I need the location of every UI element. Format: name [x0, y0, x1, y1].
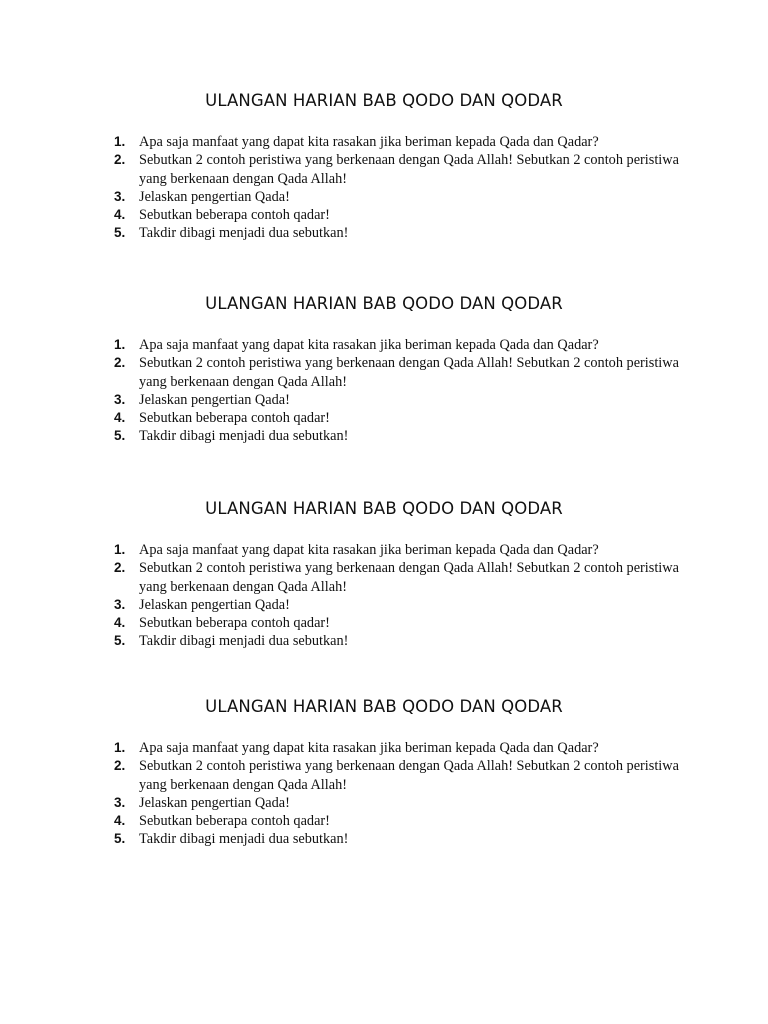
question-text: Jelaskan pengertian Qada!: [139, 188, 290, 205]
question-text: Jelaskan pengertian Qada!: [139, 391, 290, 408]
block-title: ULANGAN HARIAN BAB QODO DAN QODAR: [205, 294, 563, 313]
question-item-3: [0, 188, 768, 206]
question-number: 3.: [114, 794, 126, 810]
question-text: Apa saja manfaat yang dapat kita rasakan jika beriman kepada Qada dan Qadar?: [139, 337, 599, 353]
question-item-5: [0, 632, 768, 650]
question-item-4: [0, 812, 768, 830]
question-item-3: [0, 596, 768, 614]
question-text: Sebutkan 2 contoh peristiwa yang berkenaan dengan Qada Allah! Sebutkan 2 contoh peristiwa yang berkenaan dengan Qada Allah!: [139, 355, 679, 390]
question-item-2: [0, 151, 768, 188]
question-item-1: [0, 133, 768, 151]
question-number: 2.: [114, 355, 126, 371]
question-text: Apa saja manfaat yang dapat kita rasakan jika beriman kepada Qada dan Qadar?: [139, 740, 599, 756]
block-title: ULANGAN HARIAN BAB QODO DAN QODAR: [205, 91, 563, 110]
quiz-block-2: [0, 292, 768, 445]
question-item-5: [0, 224, 768, 242]
question-text: Takdir dibagi menjadi dua sebutkan!: [139, 633, 349, 650]
question-text: Takdir dibagi menjadi dua sebutkan!: [139, 428, 349, 445]
question-item-1: [0, 336, 768, 354]
question-text: Apa saja manfaat yang dapat kita rasakan jika beriman kepada Qada dan Qadar?: [139, 134, 599, 150]
question-number: 3.: [114, 188, 126, 204]
question-text: Sebutkan 2 contoh peristiwa yang berkenaan dengan Qada Allah! Sebutkan 2 contoh peristiwa yang berkenaan dengan Qada Allah!: [139, 560, 679, 595]
block-title: ULANGAN HARIAN BAB QODO DAN QODAR: [205, 697, 563, 716]
question-list: [0, 739, 768, 849]
question-text: Sebutkan beberapa contoh qadar!: [139, 615, 330, 632]
question-number: 3.: [114, 596, 126, 612]
question-number: 4.: [114, 615, 126, 631]
question-list: [0, 336, 768, 446]
question-text: Sebutkan 2 contoh peristiwa yang berkenaan dengan Qada Allah! Sebutkan 2 contoh peristiwa yang berkenaan dengan Qada Allah!: [139, 758, 679, 793]
question-item-5: [0, 830, 768, 848]
question-item-1: [0, 541, 768, 559]
question-list: [0, 541, 768, 651]
question-item-4: [0, 409, 768, 427]
question-text: Sebutkan beberapa contoh qadar!: [139, 813, 330, 830]
question-text: Jelaskan pengertian Qada!: [139, 794, 290, 811]
question-item-3: [0, 794, 768, 812]
question-number: 1.: [114, 337, 126, 352]
question-number: 5.: [114, 633, 126, 649]
question-number: 2.: [114, 560, 126, 576]
question-number: 4.: [114, 410, 126, 426]
quiz-block-1: [0, 89, 768, 242]
question-item-4: [0, 614, 768, 632]
question-text: Sebutkan beberapa contoh qadar!: [139, 410, 330, 427]
question-text: Takdir dibagi menjadi dua sebutkan!: [139, 225, 349, 242]
question-item-2: [0, 757, 768, 794]
question-number: 1.: [114, 134, 126, 149]
question-item-3: [0, 391, 768, 409]
question-text: Takdir dibagi menjadi dua sebutkan!: [139, 831, 349, 848]
question-number: 2.: [114, 152, 126, 168]
question-item-4: [0, 206, 768, 224]
question-number: 4.: [114, 207, 126, 223]
question-number: 1.: [114, 542, 126, 557]
question-item-1: [0, 739, 768, 757]
question-item-5: [0, 427, 768, 445]
question-number: 2.: [114, 758, 126, 774]
question-list: [0, 133, 768, 243]
block-title: ULANGAN HARIAN BAB QODO DAN QODAR: [205, 499, 563, 518]
question-text: Sebutkan 2 contoh peristiwa yang berkenaan dengan Qada Allah! Sebutkan 2 contoh peristiwa yang berkenaan dengan Qada Allah!: [139, 152, 679, 187]
quiz-block-4: [0, 695, 768, 848]
question-text: Jelaskan pengertian Qada!: [139, 596, 290, 613]
question-number: 5.: [114, 225, 126, 241]
question-number: 5.: [114, 428, 126, 444]
question-text: Sebutkan beberapa contoh qadar!: [139, 207, 330, 224]
quiz-block-3: [0, 497, 768, 650]
question-number: 3.: [114, 391, 126, 407]
question-number: 5.: [114, 831, 126, 847]
question-item-2: [0, 559, 768, 596]
question-text: Apa saja manfaat yang dapat kita rasakan jika beriman kepada Qada dan Qadar?: [139, 542, 599, 558]
question-number: 1.: [114, 740, 126, 755]
question-item-2: [0, 354, 768, 391]
question-number: 4.: [114, 813, 126, 829]
